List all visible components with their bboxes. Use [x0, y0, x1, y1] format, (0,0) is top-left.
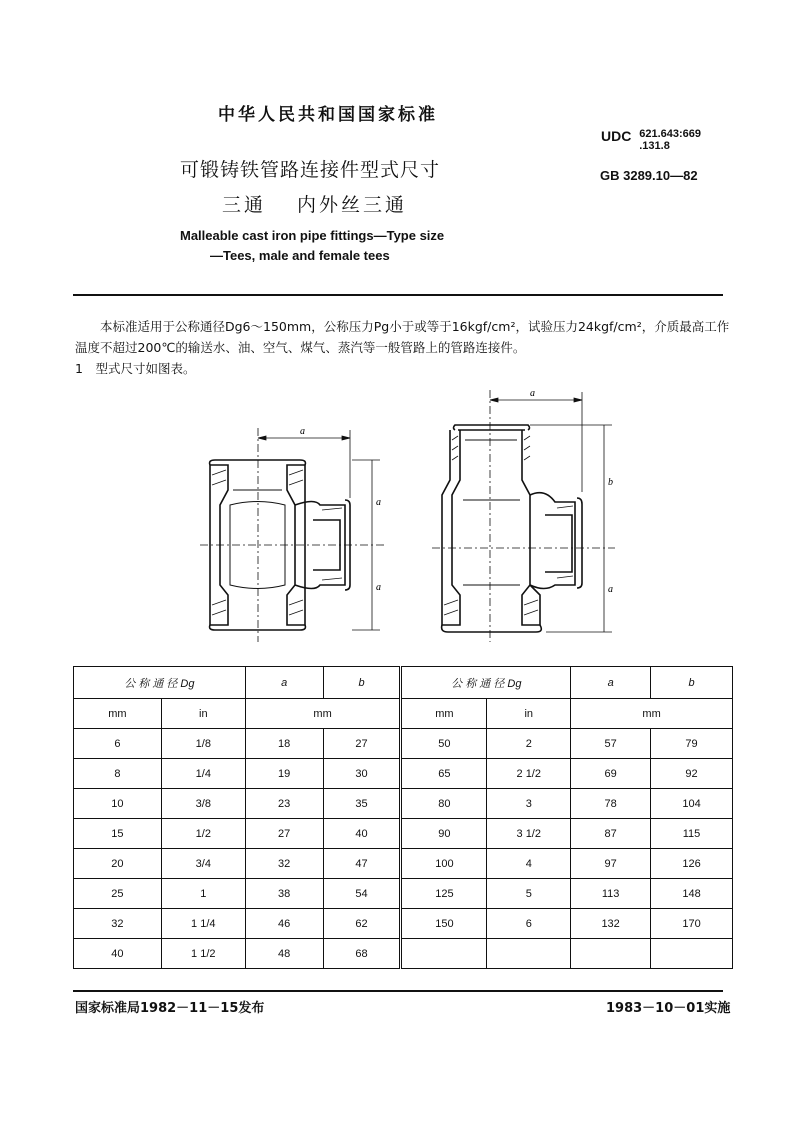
- udc-code-line1: 621.643:669: [639, 128, 702, 140]
- table-cell: [401, 939, 487, 969]
- table-cell: 20: [74, 849, 162, 879]
- table-cell: 62: [323, 909, 401, 939]
- udc-label: UDC: [601, 128, 632, 144]
- table-cell: 87: [571, 819, 651, 849]
- table-cell: 2 1/2: [487, 759, 571, 789]
- table-cell: 40: [74, 939, 162, 969]
- header-b-right: b: [651, 667, 733, 699]
- tee-dim-a-upper: a: [376, 497, 381, 508]
- table-cell: 27: [245, 819, 323, 849]
- table-cell: 104: [651, 789, 733, 819]
- table-cell: 35: [323, 789, 401, 819]
- title-en-line2: —Tees, male and female tees: [210, 248, 390, 263]
- table-row: [74, 729, 733, 759]
- table-cell: 90: [401, 819, 487, 849]
- table-row: [74, 849, 733, 879]
- table-cell: 1/2: [161, 819, 245, 849]
- table-cell: 47: [323, 849, 401, 879]
- table-cell: 3/4: [161, 849, 245, 879]
- header-a-left: a: [245, 667, 323, 699]
- header-a-right: a: [571, 667, 651, 699]
- table-cell: [571, 939, 651, 969]
- table-cell: 126: [651, 849, 733, 879]
- unit-mm-ab-right: mm: [571, 699, 733, 729]
- table-cell: 18: [245, 729, 323, 759]
- title-cn-line2: 三通 内外丝三通: [222, 194, 408, 216]
- effective-date: 1983－10－01实施: [606, 1001, 731, 1016]
- table-cell: 10: [74, 789, 162, 819]
- table-cell: 57: [571, 729, 651, 759]
- tee-fitting-drawings: [0, 380, 794, 660]
- table-cell: 1/8: [161, 729, 245, 759]
- intro-paragraph: [75, 316, 730, 379]
- udc-code-line2: .131.8: [639, 140, 670, 152]
- footer-divider: [73, 990, 723, 992]
- table-row: [74, 759, 733, 789]
- table-cell: 27: [323, 729, 401, 759]
- table-cell: 65: [401, 759, 487, 789]
- table-cell: 125: [401, 879, 487, 909]
- title-en-line1: Malleable cast iron pipe fittings—Type size: [180, 228, 445, 243]
- header-dg-left: 公 称 通 径 Dg: [74, 667, 246, 699]
- table-row: [74, 879, 733, 909]
- title-cn-line1: 可锻铸铁管路连接件型式尺寸: [180, 159, 441, 181]
- table-cell: 1/4: [161, 759, 245, 789]
- unit-mm-ab-left: mm: [245, 699, 401, 729]
- table-cell: 1 1/4: [161, 909, 245, 939]
- tee-dim-a-lower: a: [376, 582, 381, 593]
- table-cell: 50: [401, 729, 487, 759]
- national-standard-heading: 中华人民共和国国家标准: [218, 105, 438, 125]
- table-cell: 23: [245, 789, 323, 819]
- table-row: [74, 939, 733, 969]
- table-cell: 48: [245, 939, 323, 969]
- table-cell: 3 1/2: [487, 819, 571, 849]
- male-female-tee-drawing: [442, 425, 582, 632]
- table-cell: 1: [161, 879, 245, 909]
- table-cell: 19: [245, 759, 323, 789]
- table-cell: 78: [571, 789, 651, 819]
- table-cell: 132: [571, 909, 651, 939]
- table-cell: 3: [487, 789, 571, 819]
- table-unit-row: [74, 699, 733, 729]
- male-female-tee-dim-a-top: a: [530, 388, 535, 399]
- table-row: [74, 819, 733, 849]
- table-cell: 32: [74, 909, 162, 939]
- table-cell: 1 1/2: [161, 939, 245, 969]
- table-cell: 69: [571, 759, 651, 789]
- table-cell: 150: [401, 909, 487, 939]
- unit-in-left: in: [161, 699, 245, 729]
- table-cell: 68: [323, 939, 401, 969]
- male-female-tee-dim-a-side: a: [608, 584, 613, 595]
- table-cell: 170: [651, 909, 733, 939]
- gb-number: GB 3289.10—82: [600, 168, 698, 183]
- table-cell: 4: [487, 849, 571, 879]
- udc-code-value: [639, 128, 701, 152]
- tee-dim-a-top: a: [300, 426, 305, 437]
- table-cell: 54: [323, 879, 401, 909]
- table-cell: 46: [245, 909, 323, 939]
- header-b-left: b: [323, 667, 401, 699]
- table-cell: 100: [401, 849, 487, 879]
- table-cell: [651, 939, 733, 969]
- table-row: [74, 909, 733, 939]
- table-cell: 148: [651, 879, 733, 909]
- table-cell: 2: [487, 729, 571, 759]
- table-cell: 115: [651, 819, 733, 849]
- table-cell: 15: [74, 819, 162, 849]
- table-header-row: [74, 667, 733, 699]
- table-cell: 6: [487, 909, 571, 939]
- table-cell: 97: [571, 849, 651, 879]
- table-body: [74, 729, 733, 969]
- male-female-tee-dim-b: b: [608, 477, 613, 488]
- table-cell: 30: [323, 759, 401, 789]
- table-cell: 32: [245, 849, 323, 879]
- table-cell: 92: [651, 759, 733, 789]
- issue-date: 国家标准局1982－11－15发布: [75, 1001, 265, 1016]
- table-row: [74, 789, 733, 819]
- section-1-heading: 1 型式尺寸如图表。: [75, 361, 196, 376]
- table-cell: 38: [245, 879, 323, 909]
- table-cell: [487, 939, 571, 969]
- header-dg-right: 公 称 通 径 Dg: [401, 667, 571, 699]
- table-cell: 79: [651, 729, 733, 759]
- table-cell: 80: [401, 789, 487, 819]
- table-cell: 25: [74, 879, 162, 909]
- udc-code: [601, 128, 701, 152]
- table-cell: 113: [571, 879, 651, 909]
- intro-text: 本标准适用于公称通径Dg6～150mm，公称压力Pg小于或等于16kgf/cm²，试验压力24kgf/cm²，介质最高工作温度不超过200℃的输送水、油、空气、煤气、蒸汽等一般管路上的管路连接件。: [75, 319, 730, 355]
- header-divider: [73, 294, 723, 296]
- unit-mm-left: mm: [74, 699, 162, 729]
- table-cell: 3/8: [161, 789, 245, 819]
- table-cell: 40: [323, 819, 401, 849]
- unit-mm-right: mm: [401, 699, 487, 729]
- table-cell: 5: [487, 879, 571, 909]
- table-cell: 8: [74, 759, 162, 789]
- table-cell: 6: [74, 729, 162, 759]
- unit-in-right: in: [487, 699, 571, 729]
- dimension-table: [73, 666, 733, 969]
